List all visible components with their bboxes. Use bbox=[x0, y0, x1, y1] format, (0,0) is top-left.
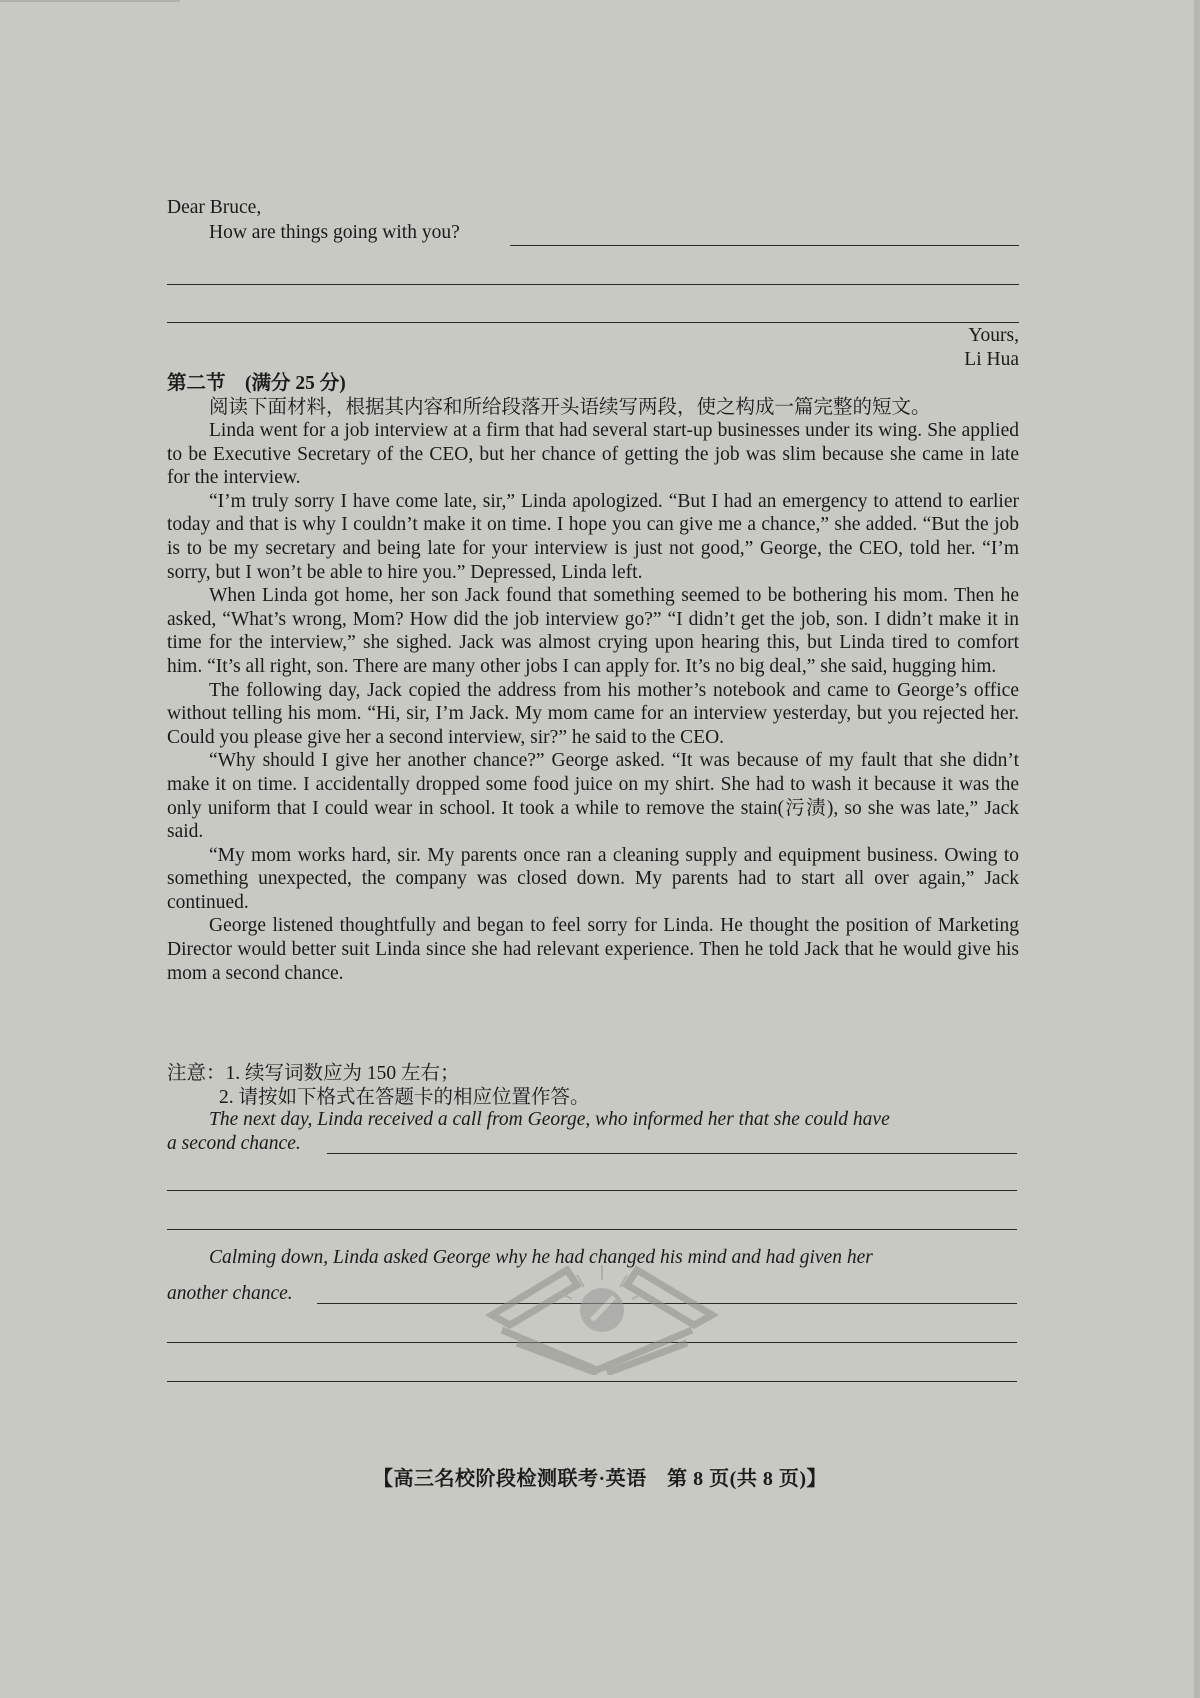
answer-line bbox=[167, 1229, 1017, 1230]
letter-salutation: Dear Bruce, bbox=[167, 197, 262, 218]
story-paragraph: Linda went for a job interview at a firm that had several start-up businesses under its wing. She applied to be Executive Secretary of the CEO, but her chance of getting the job was slim because she came in late for the interview. bbox=[167, 420, 1019, 489]
page-edge bbox=[1194, 0, 1200, 1698]
section-heading: 第二节 (满分 25 分) bbox=[167, 373, 346, 394]
section-instruction: 阅读下面材料，根据其内容和所给段落开头语续写两段，使之构成一篇完整的短文。 bbox=[209, 397, 931, 418]
prompt-2-line-2: another chance. bbox=[167, 1283, 293, 1304]
answer-line bbox=[510, 245, 1019, 246]
answer-line bbox=[167, 284, 1019, 285]
notes-line-1: 注意：1. 续写词数应为 150 左右； bbox=[167, 1063, 460, 1084]
story-paragraph: The following day, Jack copied the address from his mother’s notebook and came to George’s office without telling his mom. “Hi, sir, I’m Jack. My mom came for an interview yesterday, but you rejected her. Could you please give her a second interview, sir?” he said to the CEO. bbox=[167, 679, 1019, 748]
story-paragraph: “Why should I give her another chance?” George asked. “It was because of my fault that she didn’t make it on time. I accidentally dropped some food juice on my shirt. She had to wash it because it was the only uniform that I could wear in school. It took a while to remove the stain(污渍), so she was late,” Jack said. bbox=[167, 750, 1019, 843]
watermark-logo-icon bbox=[482, 1245, 722, 1375]
page-footer: 【高三名校阶段检测联考·英语 第 8 页(共 8 页)】 bbox=[373, 1468, 827, 1490]
letter-closing: Yours, bbox=[968, 325, 1019, 346]
letter-signature: Li Hua bbox=[964, 349, 1019, 370]
page-edge-top bbox=[0, 0, 180, 2]
story-text bbox=[167, 419, 1019, 985]
prompt-2-line-1: Calming down, Linda asked George why he had changed his mind and had given her bbox=[209, 1247, 873, 1268]
story-paragraph: “I’m truly sorry I have come late, sir,” Linda apologized. “But I had an emergency to attend to earlier today and that is why I couldn’t make it on time. I hope you can give me a chance,” she added. “But the job is to be my secretary and being late for your interview is just not good,” George, the CEO, told her. “I’m sorry, but I won’t be able to hire you.” Depressed, Linda left. bbox=[167, 490, 1019, 583]
answer-line bbox=[167, 1381, 1017, 1382]
prompt-1-line-1: The next day, Linda received a call from George, who informed her that she could have bbox=[209, 1109, 890, 1130]
story-paragraph: When Linda got home, her son Jack found that something seemed to be bothering his mom. Then he asked, “What’s wrong, Mom? How did the job interview go?” “I didn’t get the job, son. I didn’t make it in time for the interview,” she sighed. Jack was almost crying upon hearing this, but Linda tired to comfort him. “It’s all right, son. There are many other jobs I can apply for. It’s no big deal,” she said, hugging him. bbox=[167, 585, 1019, 677]
notes-line-2: 2. 请按如下格式在答题卡的相应位置作答。 bbox=[219, 1087, 590, 1108]
prompt-1-line-2: a second chance. bbox=[167, 1133, 301, 1154]
answer-line bbox=[167, 1190, 1017, 1191]
story-paragraph: George listened thoughtfully and began to feel sorry for Linda. He thought the position of Marketing Director would better suit Linda since she had relevant experience. Then he told Jack that he would give his mom a second chance. bbox=[167, 915, 1019, 984]
answer-line bbox=[327, 1153, 1017, 1154]
letter-opening: How are things going with you? bbox=[209, 222, 460, 243]
story-paragraph: “My mom works hard, sir. My parents once ran a cleaning supply and equipment business. Owing to something unexpected, the company was closed down. My parents had to start all over again,” Jack continued. bbox=[167, 844, 1019, 913]
